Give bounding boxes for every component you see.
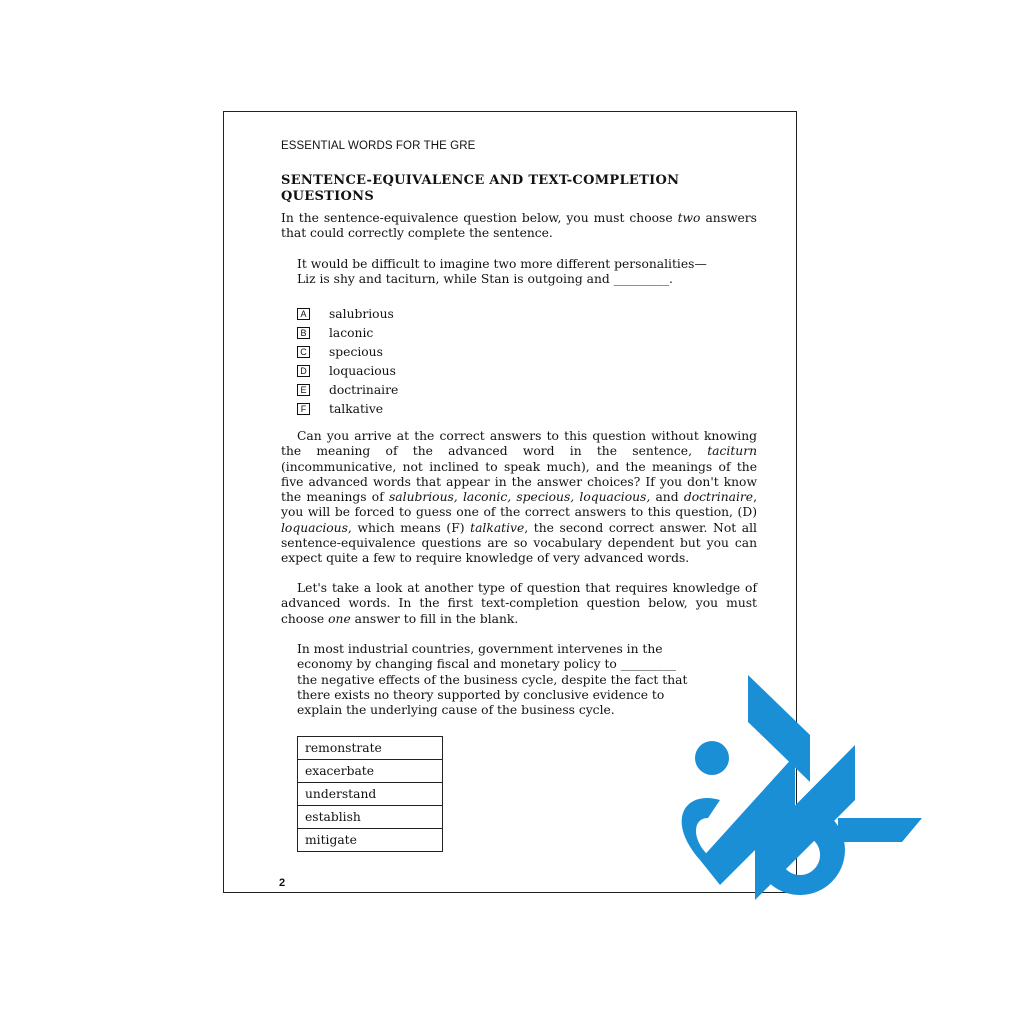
tc-option[interactable]: exacerbate (298, 760, 443, 783)
answer-choices (297, 304, 398, 418)
text-completion-options (297, 736, 443, 852)
page-number: 2 (279, 877, 286, 889)
choice-letter-box: C (297, 346, 310, 358)
tc-option[interactable]: understand (298, 783, 443, 806)
running-head: ESSENTIAL WORDS FOR THE GRE (281, 140, 476, 152)
choice-f[interactable]: F talkative (297, 399, 398, 418)
choice-d[interactable]: D loquacious (297, 361, 398, 380)
section-title: SENTENCE-EQUIVALENCE AND TEXT-COMPLETION QUESTIONS (281, 173, 680, 204)
choice-letter-box: E (297, 384, 310, 396)
transition-paragraph: Let's take a look at another type of question that requires knowledge of advanced words. In the first text-completion question below, you must choose one answer to fill in the blank. (281, 581, 757, 626)
choice-letter-box: F (297, 403, 310, 415)
intro-paragraph: In the sentence-equivalence question below, you must choose two answers that could correctly complete the sentence. (281, 211, 757, 241)
explanation-paragraph: Can you arrive at the correct answers to this question without knowing the meaning of the advanced word in the sentence, taciturn (incommunicative, not inclined to speak much), and the meanings of the five advanced words that appear in the answer choices? If you don't know the meanings of salubrious, laconic, specious, loquacious, and doctrinaire, you will be forced to guess one of the correct answers to this question, (D) loquacious, which means (F) talkative, the second correct answer. Not all sentence-equivalence questions are so vocabulary dependent but you can expect quite a few to require knowledge of very advanced words. (281, 429, 758, 566)
question-1-stem: It would be difficult to imagine two more different personalities— Liz is shy and taciturn, while Stan is outgoing and _________. (297, 257, 707, 287)
choice-b[interactable]: B laconic (297, 323, 398, 342)
choice-letter-box: D (297, 365, 310, 377)
tc-option[interactable]: mitigate (298, 829, 443, 852)
watermark-logo (650, 670, 925, 915)
choice-letter-box: B (297, 327, 310, 339)
tc-option[interactable]: remonstrate (298, 737, 443, 760)
question-2-stem: In most industrial countries, government intervenes in the economy by changing fiscal and monetary policy to _________ the negative effects of the business cycle, despite the fact that there exists no theory supported by conclusive evidence to explain the underlying cause of the business cycle. (297, 642, 688, 718)
tc-option[interactable]: establish (298, 806, 443, 829)
choice-a[interactable]: A salubrious (297, 304, 398, 323)
choice-e[interactable]: E doctrinaire (297, 380, 398, 399)
choice-letter-box: A (297, 308, 310, 320)
choice-c[interactable]: C specious (297, 342, 398, 361)
